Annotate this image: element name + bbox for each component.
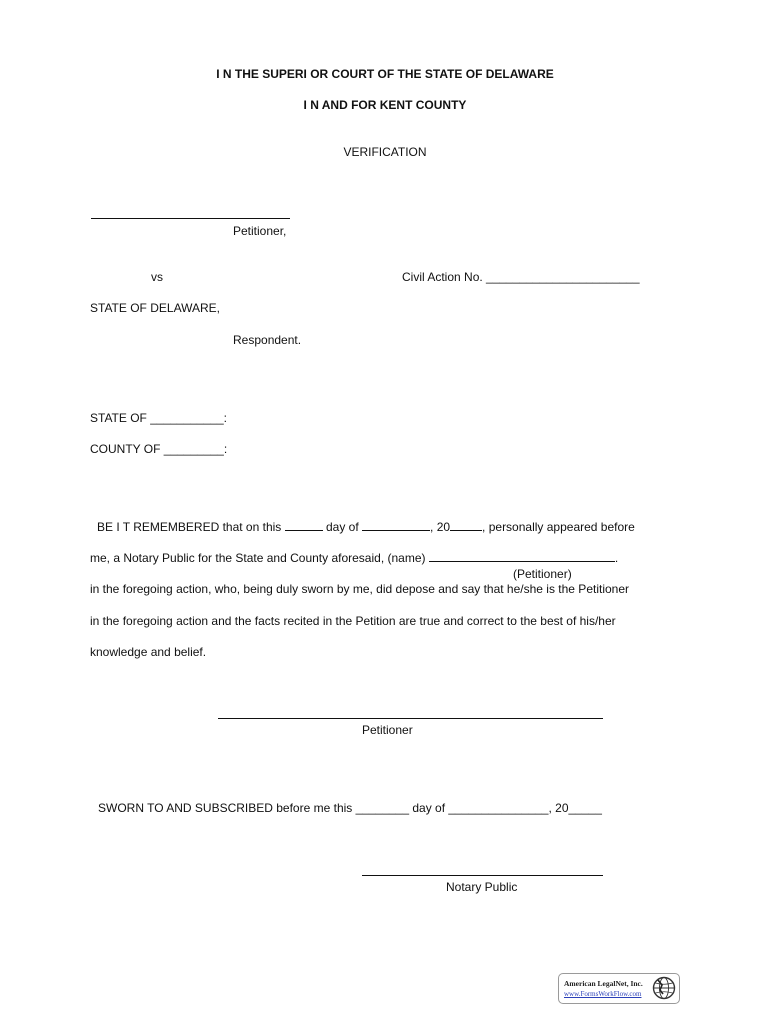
logo-website-link[interactable]: www.FormsWorkFlow.com: [564, 990, 642, 998]
body-line-4: in the foregoing action and the facts recited in the Petition are true and correct to the best of his/her: [90, 614, 616, 628]
petitioner-caption: (Petitioner): [513, 567, 572, 581]
county-of-line: COUNTY OF _________:: [90, 442, 228, 456]
remembered-text-2: day of: [325, 520, 359, 534]
county-heading: I N AND FOR KENT COUNTY: [303, 98, 467, 112]
jurat-line: SWORN TO AND SUBSCRIBED before me this ________ day of _______________, 20_____: [98, 801, 602, 815]
state-of-line: STATE OF ___________:: [90, 411, 227, 425]
respondent-label: Respondent.: [233, 333, 302, 347]
logo-company-name: American LegalNet, Inc.: [564, 979, 643, 988]
notary-signature-line: [362, 875, 603, 876]
respondent-name: STATE OF DELAWARE,: [90, 301, 221, 315]
notary-name-line: [90, 551, 618, 565]
versus-label: vs: [151, 270, 163, 284]
remembered-text-3: , 20: [430, 520, 451, 534]
footer-logo: [558, 973, 680, 1004]
civil-action-number: Civil Action No. _______________________: [402, 270, 640, 284]
name-line-period: .: [614, 551, 619, 565]
petitioner-label: Petitioner,: [233, 224, 287, 238]
petitioner-name-line: [91, 218, 290, 219]
month-blank: [362, 530, 430, 531]
name-blank: [429, 561, 615, 562]
year-blank: [450, 530, 482, 531]
document-title: VERIFICATION: [343, 145, 427, 159]
remembered-text-1: BE I T REMEMBERED that on this: [97, 520, 282, 534]
petitioner-signature-line: [218, 718, 603, 719]
petitioner-signature-label: Petitioner: [362, 723, 413, 737]
remembered-line: [97, 520, 635, 534]
court-heading: I N THE SUPERI OR COURT OF THE STATE OF DELAWARE: [216, 67, 554, 81]
notary-name-text: me, a Notary Public for the State and County aforesaid, (name): [90, 551, 426, 565]
notary-signature-label: Notary Public: [446, 880, 518, 894]
remembered-text-4: , personally appeared before: [482, 520, 635, 534]
day-blank: [285, 530, 323, 531]
globe-icon: [652, 976, 676, 1000]
body-line-3: in the foregoing action, who, being duly sworn by me, did depose and say that he/she is the Petitioner: [90, 582, 630, 596]
body-line-5: knowledge and belief.: [90, 645, 207, 659]
